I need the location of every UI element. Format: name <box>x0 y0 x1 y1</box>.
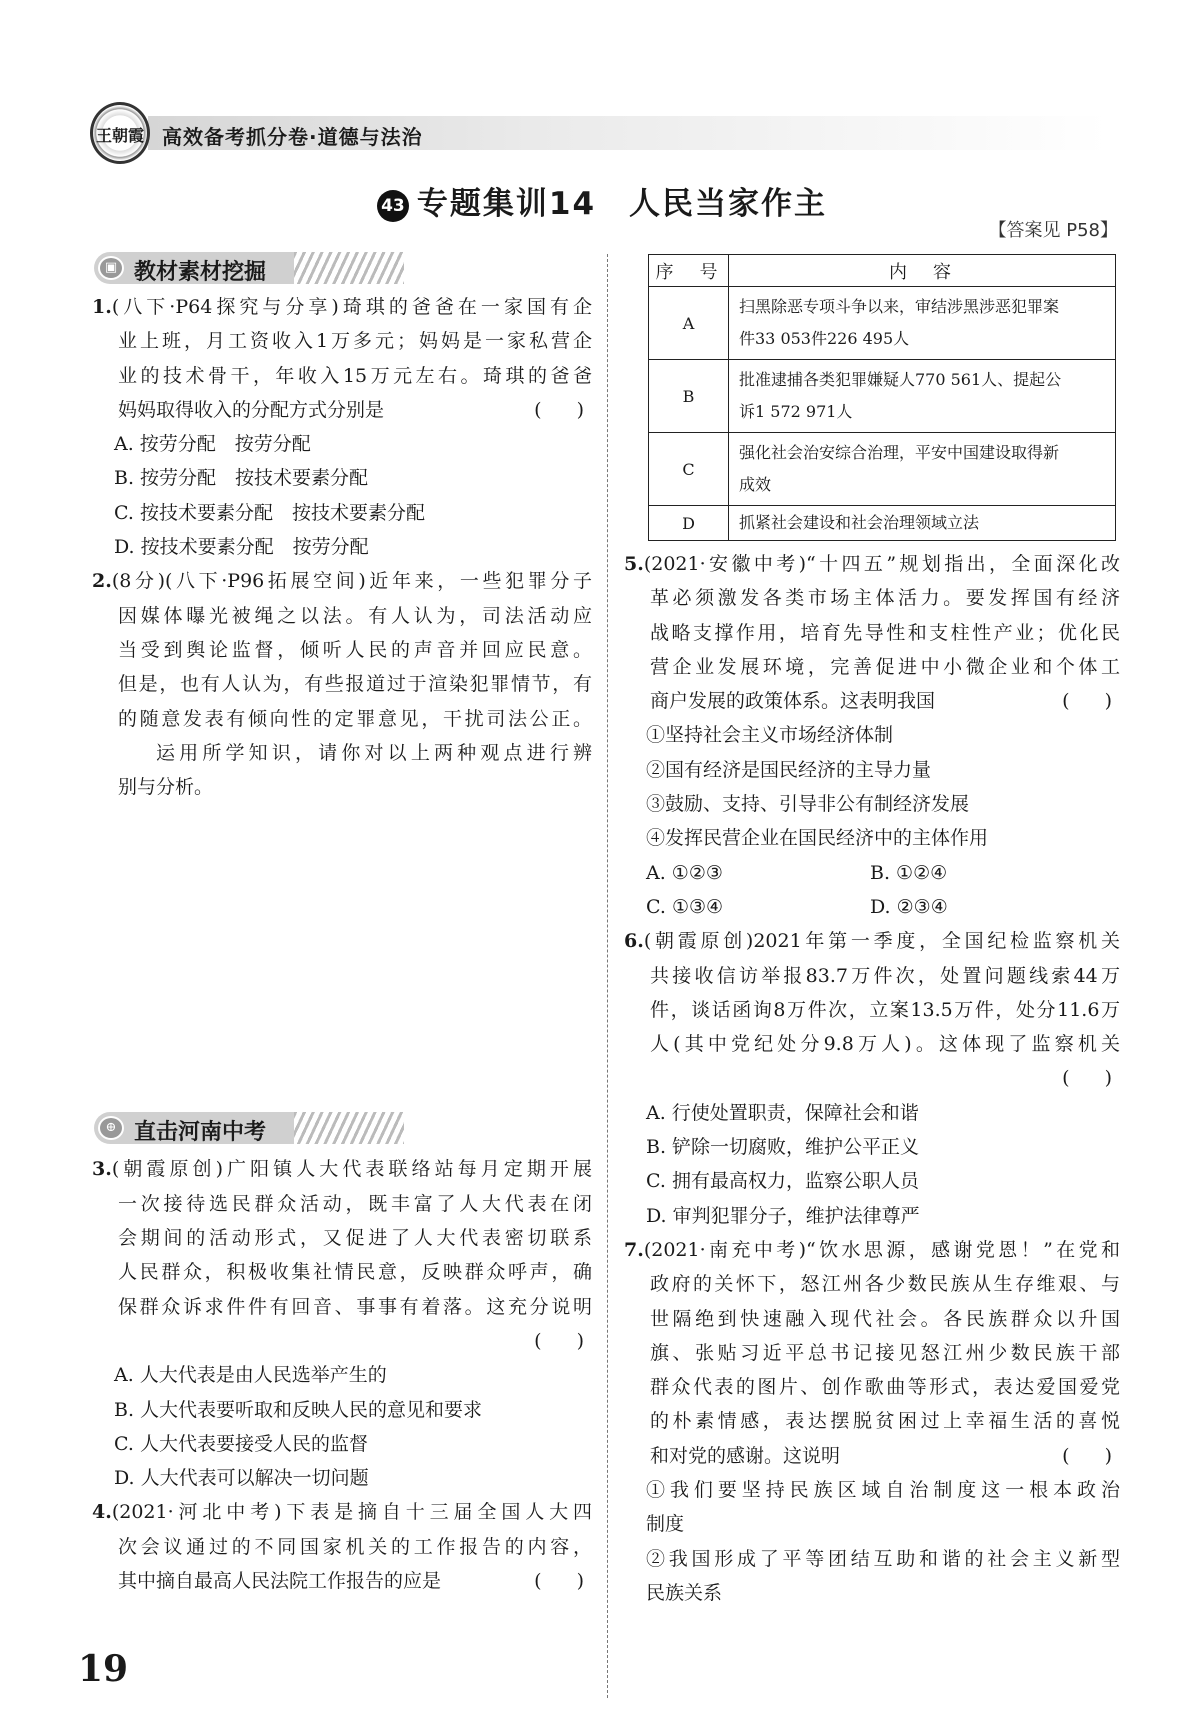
right-column <box>624 254 1120 1610</box>
answer-bracket: ( ) <box>534 1570 592 1593</box>
statement-1-cont: 制度 <box>646 1513 685 1536</box>
column-divider <box>607 254 608 1698</box>
question-task: 别与分析。 <box>118 776 214 799</box>
answer-bracket: ( ) <box>1062 690 1120 713</box>
question-text: 当受到舆论监督，倾听人民的声音并回应民意。 <box>118 638 592 661</box>
question-4 <box>92 1495 592 1598</box>
question-text: 旗、张贴习近平总书记接见怒江州少数民族干部 <box>650 1341 1120 1364</box>
answer-space[interactable] <box>92 804 592 1110</box>
table-cell-content <box>729 506 1116 541</box>
statement-1: ①我们要坚持民族区域自治制度这一根本政治 <box>646 1479 1120 1502</box>
table-cell-key: C <box>649 433 729 506</box>
table-row <box>649 287 1116 360</box>
page-number: 19 <box>78 1648 129 1690</box>
answer-bracket: ( ) <box>1062 1067 1120 1090</box>
question-text: 件，谈话函询8万件次，立案13.5万件，处分11.6万 <box>650 998 1120 1021</box>
question-text: (朝霞原创)2021年第一季度，全国纪检监察机关 <box>643 930 1120 953</box>
option-d: D. ②③④ <box>870 895 948 918</box>
statement-4: ④发挥民营企业在国民经济中的主体作用 <box>646 827 989 850</box>
answer-reference: 【答案见 P58】 <box>988 220 1118 241</box>
option-d: D. 审判犯罪分子，维护法律尊严 <box>646 1204 920 1227</box>
question-2 <box>92 564 592 804</box>
statement-1: ①坚持社会主义市场经济体制 <box>646 724 894 747</box>
question-text: 业的技术骨干，年收入15万元左右。琦琪的爸爸 <box>118 364 592 387</box>
options-row <box>624 856 1120 890</box>
question-text: (2021·安徽中考)“十四五”规划指出，全面深化改 <box>643 553 1120 575</box>
chapter-number-badge: 43 <box>377 190 409 222</box>
cell-line: 批准逮捕各类犯罪嫌疑人770 561人、提起公 <box>739 370 1062 389</box>
cell-line: 成效 <box>739 475 772 494</box>
table-cell-content <box>729 433 1116 506</box>
question-7 <box>624 1233 1120 1610</box>
question-text: 一次接待选民群众活动，既丰富了人大代表在闭 <box>118 1192 592 1215</box>
option-b: B. 人大代表要听取和反映人民的意见和要求 <box>114 1398 483 1421</box>
question-text: 人民群众，积极收集社情民意，反映群众呼声，确 <box>118 1261 592 1284</box>
section-title: 教材素材挖掘 <box>134 260 267 285</box>
cell-line: 诉1 572 971人 <box>739 402 853 421</box>
option-c: C. 按技术要素分配 按技术要素分配 <box>114 501 425 524</box>
question-text: 群众代表的图片、创作歌曲等形式，表达爱国爱党 <box>650 1376 1120 1399</box>
option-a: A. 按劳分配 按劳分配 <box>114 433 311 456</box>
section-hatch <box>294 252 404 284</box>
question-number: 7. <box>624 1238 644 1261</box>
left-column <box>92 250 592 1598</box>
question-text: 次会议通过的不同国家机关的工作报告的内容， <box>118 1535 592 1558</box>
book-title: 高效备考抓分卷·道德与法治 <box>162 125 423 149</box>
table-header-row <box>649 255 1116 287</box>
option-c: C. ①③④ <box>646 895 724 918</box>
statement-3: ③鼓励、支持、引导非公有制经济发展 <box>646 793 970 816</box>
publisher-logo <box>90 102 150 164</box>
question-text: 因媒体曝光被绳之以法。有人认为，司法活动应 <box>118 604 592 627</box>
question-text: 世隔绝到快速融入现代社会。各民族群众以升国 <box>650 1307 1120 1330</box>
question-text: 政府的关怀下，怒江州各少数民族从生存维艰、与 <box>650 1273 1120 1296</box>
book-icon: ▣ <box>98 256 124 280</box>
cell-line: 抓紧社会建设和社会治理领域立法 <box>739 513 980 532</box>
table-row <box>649 360 1116 433</box>
cell-line: 强化社会治安综合治理，平安中国建设取得新 <box>739 443 1060 462</box>
option-c: C. 拥有最高权力，监察公职人员 <box>646 1170 919 1193</box>
question-number: 5. <box>624 553 644 575</box>
question-text: 革必须激发各类市场主体活力。要发挥国有经济 <box>650 587 1120 610</box>
table-header-content: 内 容 <box>729 255 1116 287</box>
question-text: 其中摘自最高人民法院工作报告的应是 <box>118 1570 442 1593</box>
table-row <box>649 433 1116 506</box>
section-title: 直击河南中考 <box>134 1120 267 1146</box>
option-a: A. 人大代表是由人民选举产生的 <box>114 1364 387 1387</box>
question-number: 6. <box>624 930 644 953</box>
question-text: 的随意发表有倾向性的定罪意见，干扰司法公正。 <box>118 707 592 730</box>
option-c: C. 人大代表要接受人民的监督 <box>114 1432 368 1455</box>
option-b: B. ①②④ <box>870 861 948 884</box>
cell-line: 扫黑除恶专项斗争以来，审结涉黑涉恶犯罪案 <box>739 297 1060 316</box>
section-header-henan <box>94 1110 592 1148</box>
chapter-title: 专题集训14 人民当家作主 <box>416 186 828 222</box>
question-number: 2. <box>92 570 112 593</box>
question-1 <box>92 290 592 564</box>
option-b: B. 铲除一切腐败，维护公平正义 <box>646 1136 920 1159</box>
question-text: 共接收信访举报83.7万件次，处置问题线索44万 <box>650 964 1120 987</box>
question-text: (朝霞原创)广阳镇人大代表联络站每月定期开展 <box>111 1158 592 1181</box>
option-d: D. 人大代表可以解决一切问题 <box>114 1467 369 1490</box>
question-number: 4. <box>92 1501 112 1524</box>
answer-bracket: ( ) <box>1062 1444 1120 1467</box>
question-text: (8分)(八下·P96拓展空间)近年来，一些犯罪分子 <box>111 570 592 593</box>
option-b: B. 按劳分配 按技术要素分配 <box>114 467 369 490</box>
page-header <box>90 102 1120 166</box>
table-header-key: 序 号 <box>649 255 729 287</box>
table-cell-key: D <box>649 506 729 541</box>
question-number: 1. <box>92 296 112 318</box>
question-text: 的朴素情感，表达摆脱贫困过上幸福生活的喜悦 <box>650 1410 1120 1433</box>
section-hatch <box>294 1112 404 1144</box>
question-number: 3. <box>92 1158 112 1181</box>
option-d: D. 按技术要素分配 按劳分配 <box>114 536 369 559</box>
question-text: 人(其中党纪处分9.8万人)。这体现了监察机关 <box>650 1033 1120 1056</box>
answer-bracket: ( ) <box>534 398 592 421</box>
statement-2-cont: 民族关系 <box>646 1581 723 1604</box>
question-3 <box>92 1152 592 1495</box>
answer-bracket: ( ) <box>534 1329 592 1352</box>
option-a: A. ①②③ <box>646 861 723 884</box>
question-text: 保群众诉求件件有回音、事事有着落。这充分说明 <box>118 1295 592 1318</box>
question-text: 商户发展的政策体系。这表明我国 <box>650 690 936 713</box>
question-text: 会期间的活动形式，又促进了人大代表密切联系 <box>118 1227 592 1250</box>
target-icon: ⊕ <box>98 1116 124 1140</box>
question-text: 业上班，月工资收入1万多元；妈妈是一家私营企 <box>118 330 592 353</box>
question-task: 运用所学知识，请你对以上两种观点进行辨 <box>156 741 592 764</box>
question-text: 战略支撑作用，培育先导性和支柱性产业；优化民 <box>650 621 1120 644</box>
table-cell-key: B <box>649 360 729 433</box>
question-text: (2021·南充中考)“饮水思源，感谢党恩！”在党和 <box>643 1238 1120 1261</box>
table-cell-content <box>729 287 1116 360</box>
cell-line: 件33 053件226 495人 <box>739 329 910 348</box>
options-row <box>624 890 1120 924</box>
question-text: 和对党的感谢。这说明 <box>650 1444 841 1467</box>
table-row <box>649 506 1116 541</box>
section-header-textbook <box>94 250 592 288</box>
table-cell-content <box>729 360 1116 433</box>
question-6 <box>624 924 1120 1233</box>
question-text: (八下·P64探究与分享)琦琪的爸爸在一家国有企 <box>111 296 592 318</box>
question-text: 营企业发展环境，完善促进中小微企业和个体工 <box>650 655 1120 678</box>
table-cell-key: A <box>649 287 729 360</box>
question-text: (2021·河北中考)下表是摘自十三届全国人大四 <box>111 1501 592 1524</box>
question-text: 但是，也有人认为，有些报道过于渲染犯罪情节，有 <box>118 673 592 696</box>
option-a: A. 行使处置职责，保障社会和谐 <box>646 1101 919 1124</box>
report-table <box>648 254 1116 541</box>
logo-text: 王朝霞 <box>95 126 144 145</box>
question-text: 妈妈取得收入的分配方式分别是 <box>118 398 385 421</box>
statement-2: ②我国形成了平等团结互助和谐的社会主义新型 <box>646 1547 1120 1570</box>
statement-2: ②国有经济是国民经济的主导力量 <box>646 758 932 781</box>
question-5 <box>624 547 1120 924</box>
